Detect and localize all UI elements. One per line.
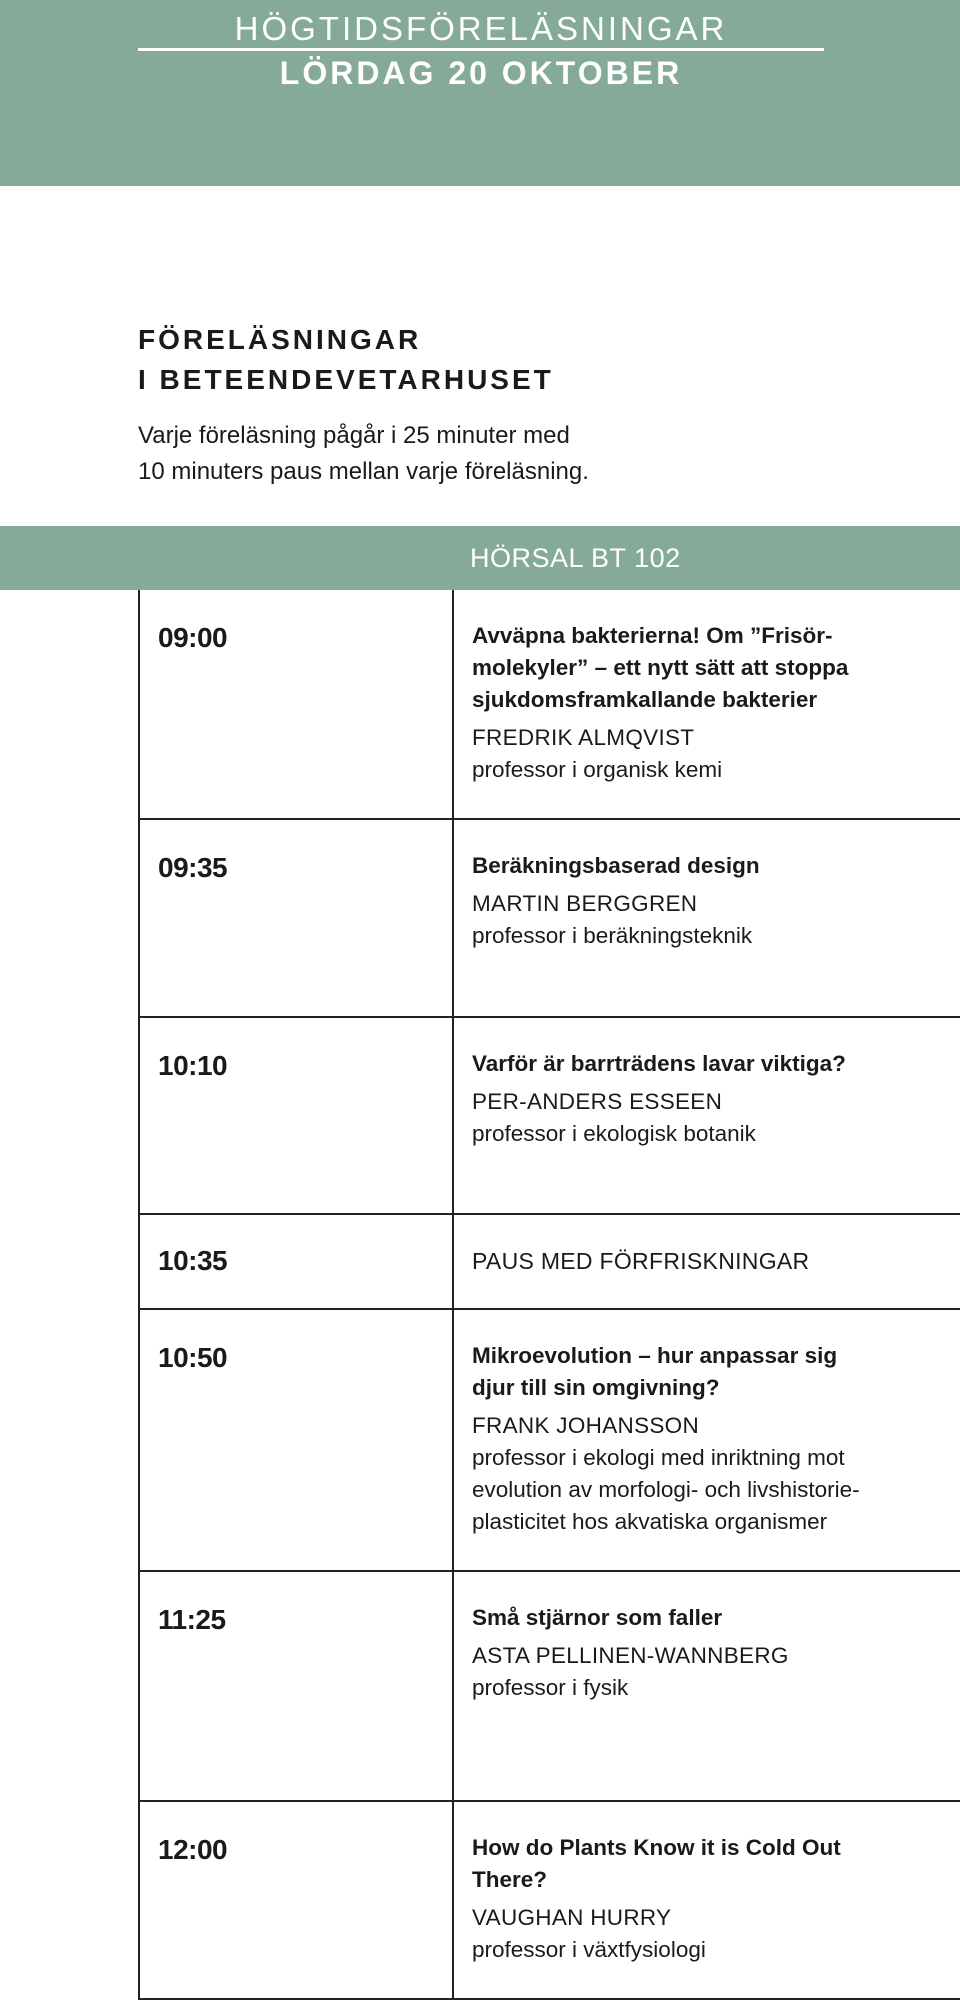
talk-title-line: How do Plants Know it is Cold Out [472,1835,841,1860]
event-date: LÖRDAG 20 OKTOBER [279,55,683,91]
header-banner [0,0,960,186]
schedule-row [140,1310,960,1572]
speaker-role: professor i växtfysiologi [472,1937,706,1962]
talk-title-line: sjukdomsframkallande bakterier [472,687,818,712]
talk-cell [472,1832,942,1966]
talk-cell [472,620,942,786]
talk-title-line: Små stjärnor som faller [472,1605,723,1630]
column-divider [452,820,454,1016]
speaker-name: ASTA PELLINEN-WANNBERG [472,1643,789,1668]
schedule-row [140,1572,960,1802]
schedule-row [140,590,960,820]
section-heading-line: I BETEENDEVETARHUSET [138,364,554,395]
section-intro [138,418,838,490]
schedule-row [140,1802,960,2000]
talk-title-line: Varför är barrträdens lavar viktiga? [472,1051,846,1076]
column-divider [452,1018,454,1213]
time-cell: 09:00 [158,622,228,653]
talk-title [472,850,942,882]
break-cell [472,1245,942,1277]
schedule-row [140,820,960,1018]
time-cell: 09:35 [158,852,228,883]
intro-line: Varje föreläsning pågår i 25 minuter med [138,422,570,449]
column-divider [452,590,454,818]
talk-title-line: Avväpna bakterierna! Om ”Frisör- [472,623,833,648]
talk-title-line: molekyler” – ett nytt sätt att stoppa [472,655,849,680]
time-cell: 10:10 [158,1050,228,1081]
speaker-name: PER-ANDERS ESSEEN [472,1089,723,1114]
speaker-name: VAUGHAN HURRY [472,1905,672,1930]
speaker-role-line: evolution av morfologi- och livshistorie- [472,1477,860,1502]
speaker-name: FRANK JOHANSSON [472,1413,700,1438]
speaker-role-line: professor i ekologi med inriktning mot [472,1445,845,1470]
column-divider [452,1572,454,1800]
talk-title [472,1340,942,1404]
speaker-name: FREDRIK ALMQVIST [472,725,695,750]
speaker-role: professor i organisk kemi [472,757,723,782]
talk-title-line: Mikroevolution – hur anpassar sig [472,1343,838,1368]
talk-title-line: djur till sin omgivning? [472,1375,720,1400]
speaker-role: professor i beräkningsteknik [472,923,753,948]
speaker-name: MARTIN BERGGREN [472,891,698,916]
time-cell: 12:00 [158,1834,228,1865]
talk-cell [472,1048,942,1150]
time-cell: 11:25 [158,1604,226,1635]
time-cell: 10:50 [158,1342,228,1373]
hall-label: HÖRSAL BT 102 [470,543,681,573]
column-divider [452,1310,454,1570]
talk-title [472,1048,942,1080]
intro-line: 10 minuters paus mellan varje föreläsning. [138,458,589,485]
section-heading [138,320,554,400]
speaker-role: professor i fysik [472,1675,629,1700]
talk-title [472,620,942,716]
talk-cell [472,1340,942,1538]
talk-title [472,1832,942,1896]
talk-title-line: There? [472,1867,548,1892]
banner-divider [138,48,824,51]
schedule-row-break [140,1215,960,1310]
schedule-row [140,1018,960,1215]
talk-cell [472,1602,942,1704]
talk-title-line: Beräkningsbaserad design [472,853,760,878]
speaker-role-line: plasticitet hos akvatiska organismer [472,1509,828,1534]
column-divider [452,1802,454,1998]
schedule-table [138,590,960,2000]
speaker-role [472,1442,942,1538]
time-cell: 10:35 [158,1245,228,1276]
talk-cell [472,850,942,952]
hall-bar [0,526,960,590]
column-divider [452,1215,454,1308]
section-heading-line: FÖRELÄSNINGAR [138,324,422,355]
talk-title [472,1602,942,1634]
break-label: PAUS MED FÖRFRISKNINGAR [472,1248,810,1274]
speaker-role: professor i ekologisk botanik [472,1121,756,1146]
event-kicker: HÖGTIDSFÖRELÄSNINGAR [234,10,728,47]
